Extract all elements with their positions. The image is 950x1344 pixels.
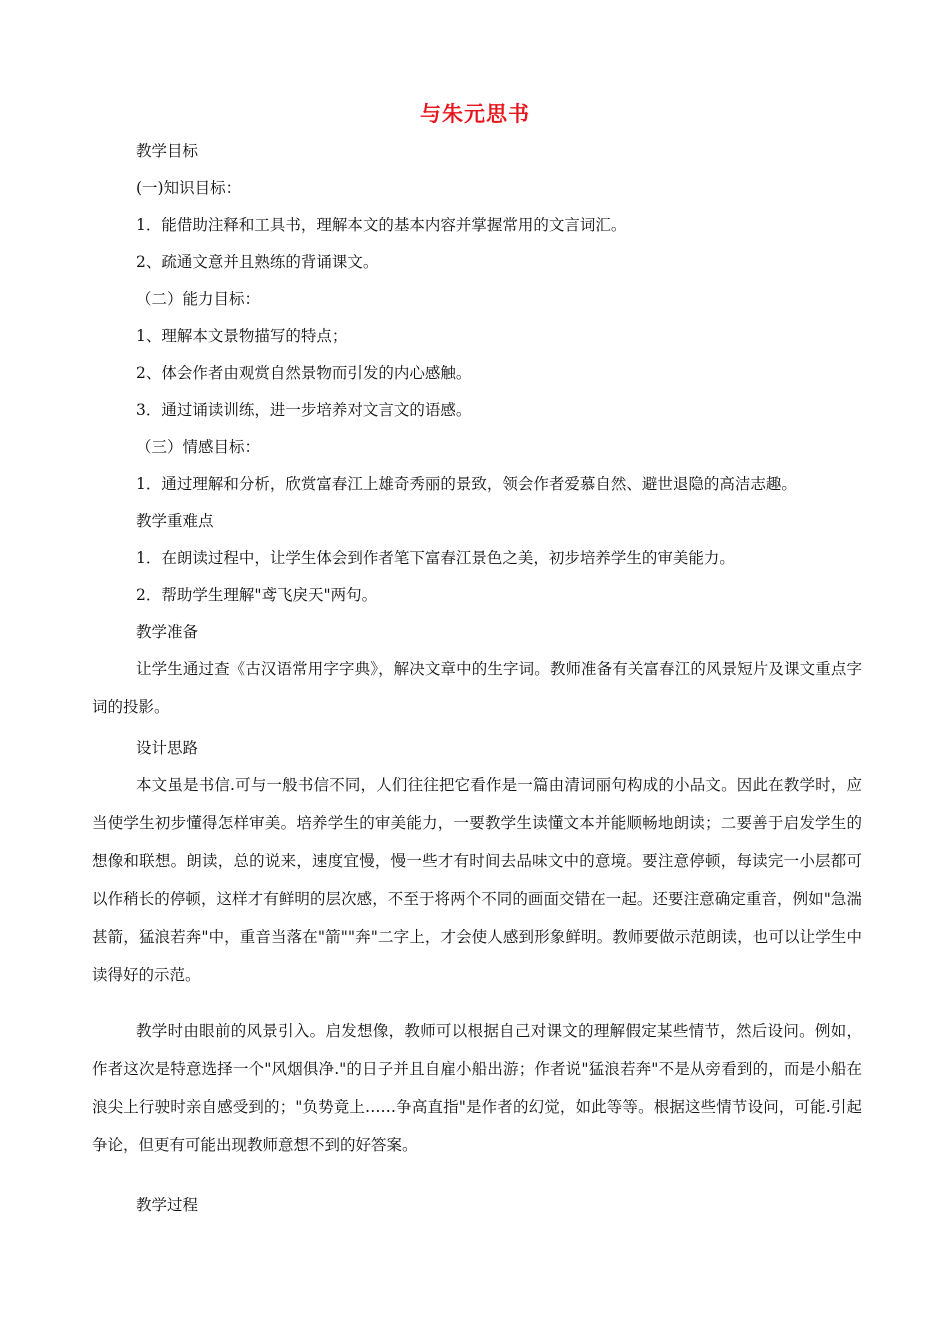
heading-ability-goals: （二）能力目标：: [136, 290, 261, 308]
heading-key-points: 教学重难点: [136, 512, 214, 530]
ability-goal-1: 1、理解本文景物描写的特点；: [136, 327, 348, 345]
design-paragraph-2: 教学时由眼前的风景引入。启发想像，教师可以根据自己对课文的理解假定某些情节，然后设问。例如，作者这次是特意选择一个"风烟俱净."的日子并且自雇小船出游；作者说"猛浪若奔"不是从旁看到的，而是小船在浪尖上行驶时亲自感受到的；"负势竟上……争高直指"是作者的幻觉，如此等等。根据这些情节设问，可能.引起争论，但更有可能出现教师意想不到的好答案。: [92, 1022, 862, 1154]
heading-preparation: 教学准备: [136, 623, 199, 641]
design-paragraph-1: 本文虽是书信.可与一般书信不同，人们往往把它看作是一篇由清词丽句构成的小品文。因此在教学时，应当使学生初步懂得怎样审美。培养学生的审美能力，一要教学生读懂文本并能顺畅地朗读；二要善于启发学生的想像和联想。朗读，总的说来，速度宜慢，慢一些才有时间去品味文中的意境。要注意停顿，每读完一小层都可以作稍长的停顿，这样才有鲜明的层次感，不至于将两个不同的画面交错在一起。还要注意确定重音，例如"急湍甚箭，猛浪若奔"中，重音当落在"箭""奔"二字上，才会使人感到形象鲜明。教师要做示范朗读，也可以让学生中读得好的示范。: [92, 776, 862, 984]
heading-teaching-goals: 教学目标: [136, 142, 199, 160]
heading-design: 设计思路: [136, 739, 199, 757]
ability-goal-3: 3．通过诵读训练，进一步培养对文言文的语感。: [136, 401, 472, 419]
emotion-goal-1: 1．通过理解和分析，欣赏富春江上雄奇秀丽的景致，领会作者爱慕自然、避世退隐的高洁志趣。: [136, 475, 797, 493]
heading-emotion-goals: （三）情感目标：: [136, 438, 261, 456]
ability-goal-2: 2、体会作者由观赏自然景物而引发的内心感触。: [136, 364, 472, 382]
knowledge-goal-2: 2、疏通文意并且熟练的背诵课文。: [136, 253, 379, 271]
knowledge-goal-1: 1．能借助注释和工具书，理解本文的基本内容并掌握常用的文言词汇。: [136, 216, 627, 234]
key-point-1: 1．在朗读过程中，让学生体会到作者笔下富春江景色之美，初步培养学生的审美能力。: [136, 549, 735, 567]
heading-knowledge-goals: (一)知识目标：: [136, 179, 242, 197]
key-point-2: 2．帮助学生理解"鸢飞戾天"两句。: [136, 586, 378, 604]
heading-process: 教学过程: [136, 1196, 199, 1214]
document-title: 与朱元思书: [420, 102, 530, 126]
preparation-paragraph: 让学生通过查《古汉语常用字字典》，解决文章中的生字词。教师准备有关富春江的风景短片及课文重点字词的投影。: [92, 660, 862, 716]
